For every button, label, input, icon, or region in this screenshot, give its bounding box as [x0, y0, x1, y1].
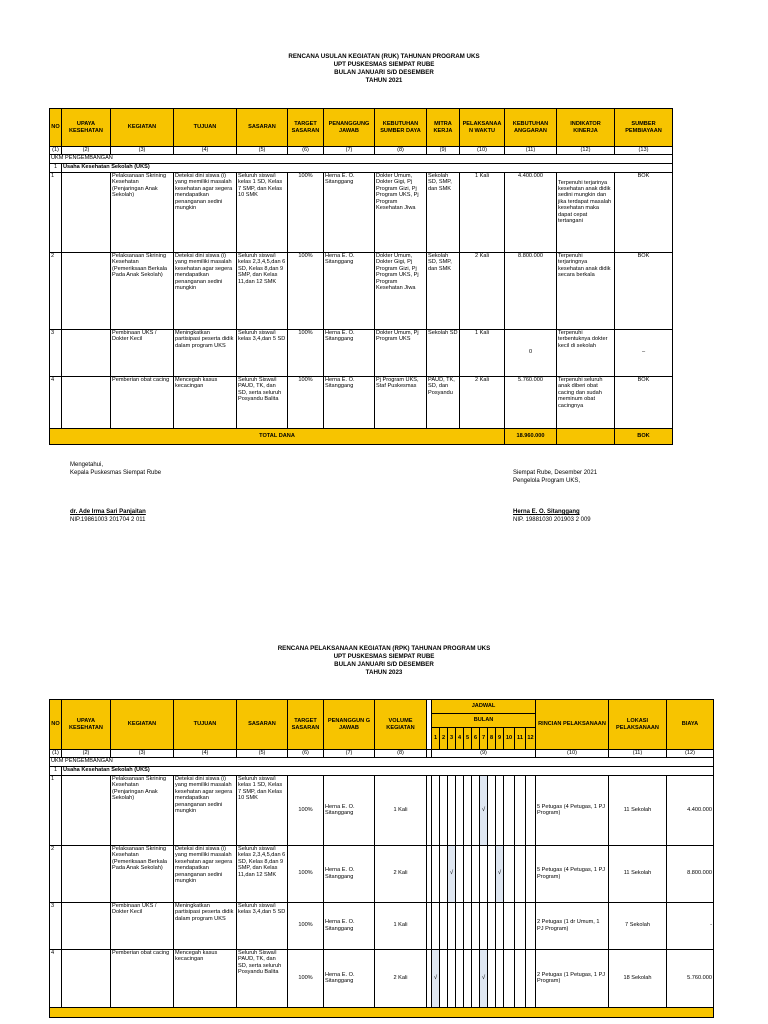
row-waktu: 1 Kali: [460, 172, 505, 252]
month-cell: [456, 902, 464, 949]
ruk-title: [0, 53, 768, 85]
total-value: 18.960.000: [505, 428, 557, 444]
row-pj: Herna E. O. Sitanggang: [324, 252, 375, 329]
row-anggaran: 5.760.000: [505, 376, 557, 428]
row-sasaran: Seluruh Siswa/i PAUD, TK, dan SD, serta seluruh Posyandu Balita: [237, 376, 288, 428]
col-number: (3): [111, 750, 174, 758]
month-cell: [515, 845, 526, 902]
row-pj: Herna E. O. Sitanggang: [324, 949, 375, 1007]
row-biaya: 8.800.000: [667, 845, 714, 902]
month-cell: [496, 902, 504, 949]
row-upaya: [62, 902, 111, 949]
month-cell: [526, 845, 536, 902]
row-upaya: [62, 172, 111, 252]
row-pj: Herna E. O. Sitanggang: [324, 775, 375, 845]
row-no: 2: [50, 845, 62, 902]
col-header: KEBUTUHAN ANGGARAN: [505, 109, 557, 147]
total-source: BOK: [615, 428, 673, 444]
row-indikator: Terpenuhi terjaringnya kesehatan anak didik secara berkala: [557, 252, 615, 329]
rpk-title-line: TAHUN 2023: [365, 669, 403, 676]
month-cell: [432, 845, 440, 902]
month-cell: [472, 775, 480, 845]
month-cell: [440, 845, 448, 902]
rpk-row: [50, 949, 714, 1007]
col-header: LOKASI PELAKSANAAN: [609, 700, 667, 750]
col-number: (9): [427, 147, 460, 155]
row-lokasi: 11 Sekolah: [609, 845, 667, 902]
row-waktu: 1 Kali: [460, 329, 505, 376]
month-cell: [472, 949, 480, 1007]
col-header: UPAYA KESEHATAN: [62, 109, 111, 147]
row-biaya: -: [667, 902, 714, 949]
row-sasaran: Seluruh Siswa/i PAUD, TK, dan SD, serta seluruh Posyandu Balita: [237, 949, 288, 1007]
col-header: RINCIAN PELAKSANAAN: [536, 700, 609, 750]
row-kegiatan: Pelaksanaan Skrining Kesehatan (Penjaringan Anak Sekolah): [111, 775, 174, 845]
row-no: 3: [50, 329, 62, 376]
rpk-title-line: RENCANA PELAKSANAAN KEGIATAN (RPK) TAHUNAN PROGRAM UKS: [277, 645, 491, 652]
col-number: (4): [174, 147, 237, 155]
sig-space: [70, 477, 161, 508]
rpk-row: [50, 845, 714, 902]
check-mark: √: [433, 974, 438, 981]
col-number: (8): [375, 147, 427, 155]
row-indikator: Terpenuhi seluruh anak diberi obat cacing dan sudah meminum obat cacingnya: [557, 376, 615, 428]
row-target: 100%: [288, 172, 324, 252]
row-pj: Herna E. O. Sitanggang: [324, 902, 375, 949]
month-cell: [448, 845, 456, 902]
month-cell: [472, 845, 480, 902]
month-header: 1: [432, 728, 440, 750]
sig-line: Siempat Rube, Desember 2021: [513, 470, 598, 476]
row-no: 3: [50, 902, 62, 949]
month-cell: [456, 845, 464, 902]
col-header: NO: [50, 700, 62, 750]
signature-right: [513, 469, 597, 524]
month-header: 8: [488, 728, 496, 750]
total-bar: [50, 1007, 714, 1017]
ruk-number-row: [50, 147, 673, 155]
row-tujuan: Meningkatkan partisipasi peserta didik dalam program UKS: [174, 902, 237, 949]
row-mitra: Sekolah SD: [427, 329, 460, 376]
row-tujuan: Deteksi dini siswa (i) yang memiliki masalah kesehatan agar segera mendapatkan penanganan sedini mungkin: [174, 252, 237, 329]
ruk-title-line: UPT PUSKESMAS SIEMPAT RUBE: [333, 61, 435, 68]
col-number: (5): [237, 147, 288, 155]
subsection-no: 1: [50, 163, 62, 172]
row-sumber-daya: Dokter Umum, Dokter Gigi, Pj Program Gizi, Pj Program UKS, Pj Program Kesehatan Jiwa: [375, 172, 427, 252]
month-cell: [526, 949, 536, 1007]
month-header: 10: [504, 728, 515, 750]
row-biaya: BOK: [615, 172, 673, 252]
month-header: 9: [496, 728, 504, 750]
rpk-body: [50, 775, 714, 1007]
row-indikator: Terpenuhi terbentuknya dokter kecil di sekolah: [557, 329, 615, 376]
row-sasaran: Seluruh siswa/i kelas 1 SD, Kelas 7 SMP, dan Kelas 10 SMK: [237, 775, 288, 845]
month-cell: [488, 949, 496, 1007]
month-cell: [480, 902, 488, 949]
row-biaya: BOK: [615, 252, 673, 329]
row-lokasi: 18 Sekolah: [609, 949, 667, 1007]
ruk-row: [50, 172, 673, 252]
rpk-title: [0, 645, 768, 677]
col-header: TARGET SASARAN: [288, 700, 324, 750]
ruk-total-row: [50, 428, 673, 444]
col-header: UPAYA KESEHATAN: [62, 700, 111, 750]
rpk-row: [50, 902, 714, 949]
month-cell: [464, 949, 472, 1007]
row-target: 100%: [288, 902, 324, 949]
check-mark: √: [497, 870, 502, 877]
row-anggaran: 4.400.000: [505, 172, 557, 252]
row-target: 100%: [288, 329, 324, 376]
month-cell: [456, 949, 464, 1007]
month-cell: [496, 845, 504, 902]
row-upaya: [62, 329, 111, 376]
sig-line: Mengetahui,: [70, 462, 104, 468]
col-number: (10): [460, 147, 505, 155]
row-no: 4: [50, 376, 62, 428]
ruk-table: [49, 108, 673, 445]
month-cell: [480, 775, 488, 845]
rpk-subsection-row: [50, 766, 714, 775]
row-lokasi: 11 Sekolah: [609, 775, 667, 845]
rpk-title-line: UPT PUSKESMAS SIEMPAT RUBE: [333, 653, 435, 660]
row-anggaran: 0: [505, 329, 557, 376]
col-number: (2): [62, 750, 111, 758]
row-sasaran: Seluruh siswa/i kelas 3,4,dan 5 SD: [237, 902, 288, 949]
month-cell: [464, 845, 472, 902]
month-header: 6: [472, 728, 480, 750]
ruk-title-line: BULAN JANUARI S/D DESEMBER: [334, 69, 434, 76]
row-upaya: [62, 252, 111, 329]
row-biaya: 5.760.000: [667, 949, 714, 1007]
row-rincian: 5 Petugas (4 Petugas, 1 PJ Program): [536, 775, 609, 845]
section-label: UKM PENGEMBANGAN: [50, 154, 673, 163]
col-number: (11): [505, 147, 557, 155]
total-label: TOTAL DANA: [50, 428, 505, 444]
col-number: (5): [237, 750, 288, 758]
month-header: 12: [526, 728, 536, 750]
month-cell: [464, 775, 472, 845]
row-anggaran: 8.800.000: [505, 252, 557, 329]
row-lokasi: 7 Sekolah: [609, 902, 667, 949]
row-volume: 1 Kali: [375, 902, 427, 949]
row-pj: Herna E. O. Sitanggang: [324, 329, 375, 376]
row-sasaran: Seluruh siswa/i kelas 2,3,4,5,dan 6 SD, Kelas 8,dan 9 SMP, dan Kelas 11,dan 12 SMK: [237, 252, 288, 329]
check-mark: √: [481, 974, 486, 981]
rpk-row: [50, 775, 714, 845]
rpk-total-row: [50, 1007, 714, 1017]
ruk-title-line: TAHUN 2021: [365, 77, 403, 84]
month-cell: [504, 775, 515, 845]
row-kegiatan: Pelaksanaan Skrining Kesehatan (Pemeriksaan Berkala Pada Anak Sekolah): [111, 252, 174, 329]
rpk-number-row: [50, 750, 714, 758]
month-header: 7: [480, 728, 488, 750]
row-upaya: [62, 775, 111, 845]
month-cell: [432, 775, 440, 845]
row-sumber-daya: Dokter Umum, Pj Program UKS: [375, 329, 427, 376]
col-header: VOLUME KEGIATAN: [375, 700, 427, 750]
row-upaya: [62, 376, 111, 428]
row-tujuan: Deteksi dini siswa (i) yang memiliki masalah kesehatan agar segera mendapatkan penanganan sedini mungkin: [174, 845, 237, 902]
row-rincian: 2 Petugas (1 dr Umum, 1 PJ Program): [536, 902, 609, 949]
month-cell: [504, 902, 515, 949]
ruk-section-row: [50, 154, 673, 163]
month-cell: [488, 845, 496, 902]
col-header: NO: [50, 109, 62, 147]
row-volume: 2 Kali: [375, 949, 427, 1007]
row-kegiatan: Pembinaan UKS / Dokter Kecil: [111, 902, 174, 949]
row-mitra: Sekolah SD, SMP, dan SMK: [427, 252, 460, 329]
row-kegiatan: Pembinaan UKS / Dokter Kecil: [111, 329, 174, 376]
row-biaya: BOK: [615, 376, 673, 428]
col-number: (1): [50, 147, 62, 155]
row-tujuan: Deteksi dini siswa (i) yang memiliki masalah kesehatan agar segera mendapatkan penanganan sedini mungkin: [174, 172, 237, 252]
month-cell: [526, 902, 536, 949]
total-blank: [557, 428, 615, 444]
row-upaya: [62, 949, 111, 1007]
col-number: (1): [50, 750, 62, 758]
rpk-table: [49, 699, 714, 1018]
month-cell: [488, 902, 496, 949]
col-header: KEGIATAN: [111, 700, 174, 750]
ruk-row: [50, 376, 673, 428]
row-waktu: 2 Kali: [460, 376, 505, 428]
col-header: BIAYA: [667, 700, 714, 750]
col-header: TUJUAN: [174, 700, 237, 750]
row-upaya: [62, 845, 111, 902]
check-mark: √: [481, 806, 486, 813]
month-cell: [526, 775, 536, 845]
col-number: (10): [536, 750, 609, 758]
row-no: 4: [50, 949, 62, 1007]
col-number: (7): [324, 750, 375, 758]
subsection-label: Usaha Kesehatan Sekolah (UKS): [62, 163, 673, 172]
sig-name: Herna E. O. Sitanggang: [513, 509, 580, 515]
col-number: (9): [432, 750, 536, 758]
col-header: PENANGGUNG JAWAB: [324, 109, 375, 147]
row-sasaran: Seluruh siswa/i kelas 3,4,dan 5 SD: [237, 329, 288, 376]
row-sasaran: Seluruh siswa/i kelas 1 SD, Kelas 7 SMP, dan Kelas 10 SMK: [237, 172, 288, 252]
subsection-label: Usaha Kesehatan Sekolah (UKS): [62, 766, 714, 775]
col-header: TARGET SASARAN: [288, 109, 324, 147]
row-pj: Herna E. O. Sitanggang: [324, 845, 375, 902]
month-cell: [480, 845, 488, 902]
sig-nip: NIP. 19881030 201903 2 009: [513, 517, 591, 523]
col-number: (6): [288, 147, 324, 155]
subsection-no: 1: [50, 766, 62, 775]
col-number: (12): [557, 147, 615, 155]
row-rincian: 5 Petugas (4 Petugas, 1 PJ Program): [536, 845, 609, 902]
month-cell: [496, 949, 504, 1007]
row-kegiatan: Pelaksanaan Skrining Kesehatan (Penjaringan Anak Sekolah): [111, 172, 174, 252]
month-cell: [456, 775, 464, 845]
ruk-subsection-row: [50, 163, 673, 172]
month-cell: [448, 902, 456, 949]
row-sumber-daya: Dokter Umum, Dokter Gigi, Pj Program Gizi, Pj Program UKS, Pj Program Kesehatan Jiwa: [375, 252, 427, 329]
col-header: PELAKSANAA N WAKTU: [460, 109, 505, 147]
col-number: (2): [62, 147, 111, 155]
col-number: (7): [324, 147, 375, 155]
month-cell: [472, 902, 480, 949]
sig-line: Pengelola Program UKS,: [513, 478, 581, 484]
sig-nip: NIP.19861003 201704 2 011: [70, 517, 146, 523]
row-sumber-daya: Pj Program UKS, Staf Puskesmas: [375, 376, 427, 428]
row-biaya: 4.400.000: [667, 775, 714, 845]
month-cell: [515, 949, 526, 1007]
col-header: MITRA KERJA: [427, 109, 460, 147]
jadwal-header: JADWAL: [432, 700, 536, 714]
col-header: PENANGGUN G JAWAB: [324, 700, 375, 750]
row-kegiatan: Pemberian obat cacing: [111, 376, 174, 428]
row-kegiatan: Pemberian obat cacing: [111, 949, 174, 1007]
ruk-row: [50, 252, 673, 329]
ruk-row: [50, 329, 673, 376]
row-tujuan: Mencegah kasus kecacingan: [174, 376, 237, 428]
month-cell: [488, 775, 496, 845]
row-tujuan: Mencegah kasus kecacingan: [174, 949, 237, 1007]
row-volume: 1 Kali: [375, 775, 427, 845]
row-sasaran: Seluruh siswa/i kelas 2,3,4,5,dan 6 SD, Kelas 8,dan 9 SMP, dan Kelas 11,dan 12 SMK: [237, 845, 288, 902]
row-waktu: 2 Kali: [460, 252, 505, 329]
rpk-header-row-1: [50, 700, 714, 714]
month-header: 3: [448, 728, 456, 750]
row-rincian: 2 Petugas (1 Petugas, 1 PJ Program): [536, 949, 609, 1007]
row-indikator: Terpenuhi terjarinya kesehatan anak didik sedini mungkin dan jika terdapat masalah kesehatan maka dapat cepat tertangani: [557, 172, 615, 252]
col-number: (6): [288, 750, 324, 758]
row-target: 100%: [288, 252, 324, 329]
month-cell: [440, 775, 448, 845]
section-label: UKM PENGEMBANGAN: [50, 757, 714, 766]
month-cell: [440, 902, 448, 949]
rpk-section-row: [50, 757, 714, 766]
row-mitra: Sekolah SD, SMP, dan SMK: [427, 172, 460, 252]
row-pj: Herna E. O. Sitanggang: [324, 376, 375, 428]
col-header: SASARAN: [237, 109, 288, 147]
month-cell: [440, 949, 448, 1007]
col-number: (8): [375, 750, 427, 758]
row-mitra: PAUD, TK, SD, dan Posyandu: [427, 376, 460, 428]
month-cell: [496, 775, 504, 845]
month-header: 5: [464, 728, 472, 750]
row-no: 1: [50, 775, 62, 845]
col-header: TUJUAN: [174, 109, 237, 147]
row-pj: Herna E. O. Sitanggang: [324, 172, 375, 252]
month-cell: [432, 902, 440, 949]
col-header: KEBUTUHAN SUMBER DAYA: [375, 109, 427, 147]
signature-left: [70, 461, 161, 524]
rpk-title-line: BULAN JANUARI S/D DESEMBER: [334, 661, 434, 668]
month-header: 4: [456, 728, 464, 750]
row-target: 100%: [288, 775, 324, 845]
bulan-header: BULAN: [432, 714, 536, 728]
row-tujuan: Deteksi dini siswa (i) yang memiliki masalah kesehatan agar segera mendapatkan penanganan sedini mungkin: [174, 775, 237, 845]
month-cell: [448, 775, 456, 845]
row-volume: 2 Kali: [375, 845, 427, 902]
sig-space: [513, 485, 597, 508]
row-target: 100%: [288, 376, 324, 428]
row-biaya: –: [615, 329, 673, 376]
col-header: INDIKATOR KINERJA: [557, 109, 615, 147]
month-cell: [448, 949, 456, 1007]
col-number: (3): [111, 147, 174, 155]
month-cell: [480, 949, 488, 1007]
month-cell: [504, 845, 515, 902]
row-target: 100%: [288, 949, 324, 1007]
col-number: (13): [615, 147, 673, 155]
month-cell: [464, 902, 472, 949]
row-kegiatan: Pelaksanaan Skrining Kesehatan (Pemeriksaan Berkala Pada Anak Sekolah): [111, 845, 174, 902]
sig-name: dr. Ade Irma Sari Panjaitan: [70, 509, 146, 515]
ruk-header-row: [50, 109, 673, 147]
month-cell: [515, 775, 526, 845]
col-header: SASARAN: [237, 700, 288, 750]
row-target: 100%: [288, 845, 324, 902]
check-mark: √: [449, 870, 454, 877]
month-header: 11: [515, 728, 526, 750]
month-cell: [504, 949, 515, 1007]
col-header: KEGIATAN: [111, 109, 174, 147]
row-no: 1: [50, 172, 62, 252]
row-tujuan: Meningkatkan partisipasi peserta didik dalam program UKS: [174, 329, 237, 376]
col-number: (11): [609, 750, 667, 758]
month-cell: [515, 902, 526, 949]
col-number: (4): [174, 750, 237, 758]
row-no: 2: [50, 252, 62, 329]
month-cell: [432, 949, 440, 1007]
col-number: (12): [667, 750, 714, 758]
sig-line: Kepala Puskesmas Siempat Rube: [70, 470, 162, 476]
month-header: 2: [440, 728, 448, 750]
col-header: SUMBER PEMBIAYAAN: [615, 109, 673, 147]
ruk-title-line: RENCANA USULAN KEGIATAN (RUK) TAHUNAN PROGRAM UKS: [288, 53, 480, 60]
